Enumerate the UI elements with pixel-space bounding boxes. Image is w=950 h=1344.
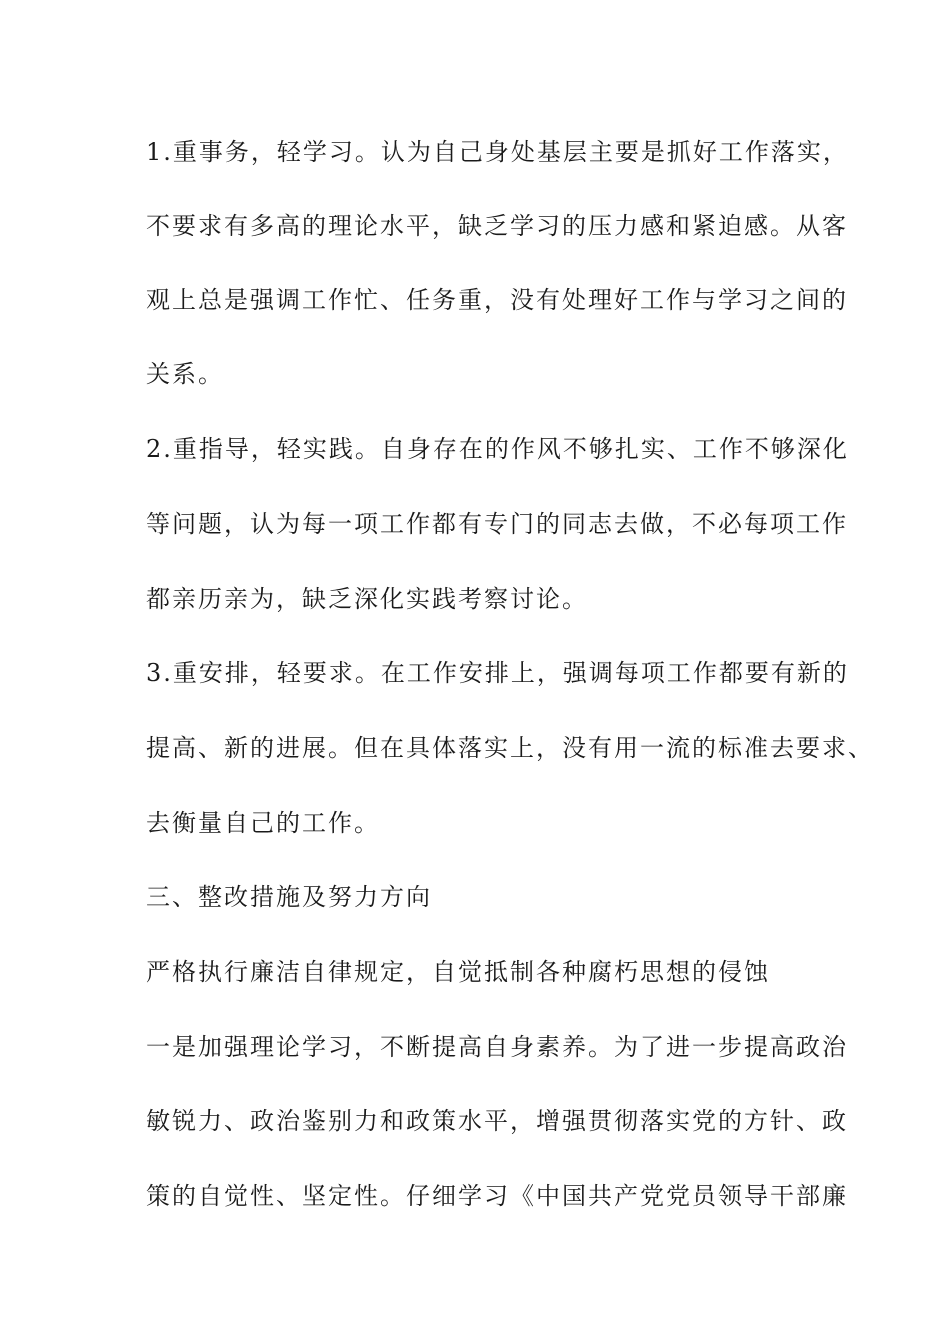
text-line: 一是加强理论学习，不断提高自身素养。为了进一步提高政治 — [146, 1033, 848, 1061]
text-line: 2.重指导，轻实践。自身存在的作风不够扎实、工作不够深化 — [146, 435, 849, 463]
text-line: 提高、新的进展。但在具体落实上，没有用一流的标准去要求、 — [146, 734, 874, 762]
text-line: 策的自觉性、坚定性。仔细学习《中国共产党党员领导干部廉 — [146, 1182, 848, 1210]
text-line: 都亲历亲为，缺乏深化实践考察讨论。 — [146, 585, 588, 613]
text-line: 敏锐力、政治鉴别力和政策水平，增强贯彻落实党的方针、政 — [146, 1107, 848, 1135]
text-line: 3.重安排，轻要求。在工作安排上，强调每项工作都要有新的 — [146, 659, 849, 687]
text-line: 去衡量自己的工作。 — [146, 809, 380, 837]
text-line: 观上总是强调工作忙、任务重，没有处理好工作与学习之间的 — [146, 286, 848, 314]
section-heading: 三、整改措施及努力方向 — [146, 883, 432, 911]
text-line: 等问题，认为每一项工作都有专门的同志去做，不必每项工作 — [146, 510, 848, 538]
text-line: 1.重事务，轻学习。认为自己身处基层主要是抓好工作落实， — [146, 138, 849, 166]
text-line: 关系。 — [146, 360, 224, 388]
text-line: 严格执行廉洁自律规定，自觉抵制各种腐朽思想的侵蚀 — [146, 958, 770, 986]
text-line: 不要求有多高的理论水平，缺乏学习的压力感和紧迫感。从客 — [146, 212, 848, 240]
